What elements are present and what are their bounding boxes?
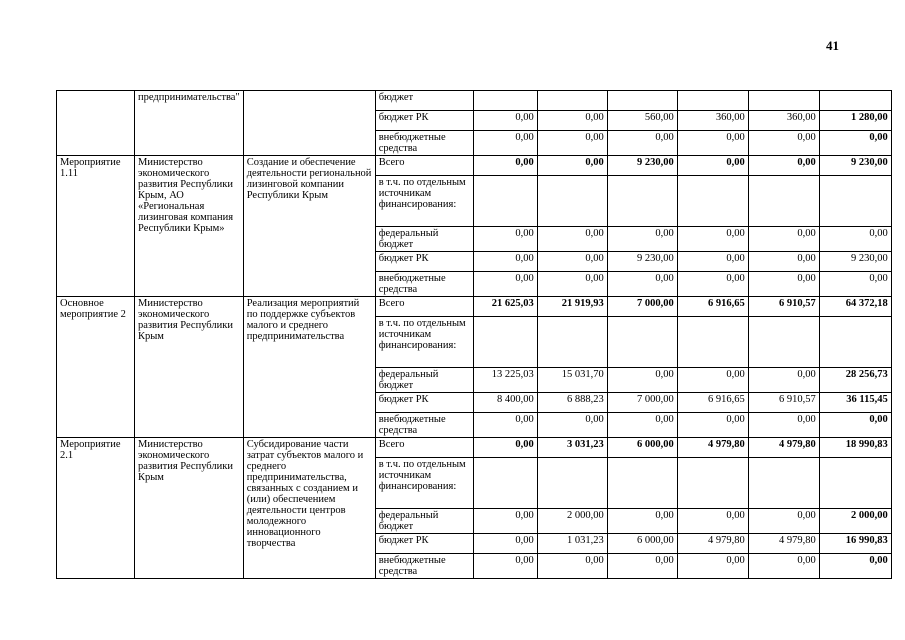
value-cell [748,176,819,227]
value-cell: 0,00 [473,413,537,438]
value-cell: 6 910,57 [748,393,819,413]
table-row [57,297,892,317]
value-cell: 0,00 [473,131,537,156]
total-value-cell: 0,00 [819,413,891,438]
financing-table [56,90,892,579]
value-cell [748,91,819,111]
value-cell [607,317,677,368]
value-cell: 0,00 [607,554,677,579]
value-cell: 0,00 [537,252,607,272]
total-value-cell: 1 280,00 [819,111,891,131]
total-value-cell: 64 372,18 [819,297,891,317]
event-name-cell: Мероприятие 1.11 [57,156,135,297]
value-cell: 0,00 [607,368,677,393]
total-value-cell: 0,00 [819,272,891,297]
total-value-cell [819,317,891,368]
total-value-cell [819,458,891,509]
value-cell [473,176,537,227]
value-cell: 0,00 [473,438,537,458]
funding-source-cell: федеральный бюджет [375,368,473,393]
value-cell: 0,00 [748,227,819,252]
funding-source-cell: бюджет РК [375,111,473,131]
funding-source-cell: бюджет РК [375,252,473,272]
value-cell [537,458,607,509]
value-cell [537,91,607,111]
value-cell: 6 916,65 [677,297,748,317]
value-cell: 0,00 [677,368,748,393]
value-cell: 560,00 [607,111,677,131]
value-cell: 6 888,23 [537,393,607,413]
table-row [57,438,892,458]
value-cell: 0,00 [607,131,677,156]
value-cell: 6 916,65 [677,393,748,413]
funding-source-cell: внебюджетные средства [375,554,473,579]
description-cell [243,91,375,156]
value-cell: 0,00 [473,252,537,272]
value-cell [537,317,607,368]
value-cell: 7 000,00 [607,297,677,317]
value-cell: 0,00 [473,272,537,297]
value-cell: 0,00 [537,272,607,297]
total-value-cell: 0,00 [819,131,891,156]
value-cell: 4 979,80 [748,438,819,458]
value-cell: 0,00 [537,131,607,156]
total-value-cell: 2 000,00 [819,509,891,534]
value-cell: 7 000,00 [607,393,677,413]
value-cell: 0,00 [748,131,819,156]
value-cell: 0,00 [677,272,748,297]
value-cell: 0,00 [537,554,607,579]
funding-source-cell: внебюджетные средства [375,272,473,297]
value-cell: 0,00 [748,413,819,438]
value-cell [473,317,537,368]
value-cell [607,176,677,227]
funding-source-cell: федеральный бюджет [375,509,473,534]
value-cell: 360,00 [748,111,819,131]
description-cell: Создание и обеспечение деятельности региональной лизинговой компании Республики Крым [243,156,375,297]
value-cell: 0,00 [677,413,748,438]
executor-cell: Министерство экономического развития Республики Крым [135,438,244,579]
value-cell: 0,00 [537,413,607,438]
value-cell [748,317,819,368]
total-value-cell: 16 990,83 [819,534,891,554]
value-cell [607,458,677,509]
value-cell: 6 910,57 [748,297,819,317]
value-cell: 0,00 [748,156,819,176]
total-value-cell: 9 230,00 [819,252,891,272]
value-cell: 4 979,80 [677,534,748,554]
value-cell [537,176,607,227]
total-value-cell: 28 256,73 [819,368,891,393]
value-cell: 0,00 [748,272,819,297]
value-cell: 0,00 [537,111,607,131]
funding-source-cell: Всего [375,438,473,458]
executor-cell: Министерство экономического развития Республики Крым, АО «Региональная лизинговая компания Республики Крым» [135,156,244,297]
value-cell: 0,00 [607,413,677,438]
value-cell [607,91,677,111]
funding-source-cell: в т.ч. по отдельным источникам финансирования: [375,458,473,509]
value-cell: 1 031,23 [537,534,607,554]
value-cell: 0,00 [748,554,819,579]
table-row [57,156,892,176]
value-cell: 0,00 [677,131,748,156]
value-cell: 0,00 [748,368,819,393]
value-cell [677,317,748,368]
value-cell: 9 230,00 [607,252,677,272]
funding-source-cell: бюджет РК [375,534,473,554]
value-cell: 2 000,00 [537,509,607,534]
funding-source-cell: внебюджетные средства [375,131,473,156]
value-cell: 13 225,03 [473,368,537,393]
page-number: 41 [826,38,839,53]
value-cell: 0,00 [537,227,607,252]
value-cell: 3 031,23 [537,438,607,458]
value-cell: 4 979,80 [748,534,819,554]
description-cell: Субсидирование части затрат субъектов малого и среднего предпринимательства, связанных с созданием и (или) обеспечением деятельности центров молодежного инновационного творчества [243,438,375,579]
value-cell: 6 000,00 [607,438,677,458]
value-cell [748,458,819,509]
value-cell [473,91,537,111]
total-value-cell: 18 990,83 [819,438,891,458]
value-cell: 0,00 [748,252,819,272]
value-cell: 0,00 [677,554,748,579]
funding-source-cell: Всего [375,297,473,317]
value-cell: 0,00 [473,509,537,534]
value-cell: 0,00 [748,509,819,534]
funding-source-cell: Всего [375,156,473,176]
funding-source-cell: федеральный бюджет [375,227,473,252]
value-cell: 0,00 [473,554,537,579]
event-name-cell [57,91,135,156]
value-cell: 0,00 [607,272,677,297]
event-name-cell: Мероприятие 2.1 [57,438,135,579]
funding-source-cell: бюджет [375,91,473,111]
event-name-cell: Основное мероприятие 2 [57,297,135,438]
total-value-cell: 36 115,45 [819,393,891,413]
value-cell: 21 919,93 [537,297,607,317]
funding-source-cell: бюджет РК [375,393,473,413]
value-cell [677,458,748,509]
value-cell: 9 230,00 [607,156,677,176]
total-value-cell [819,91,891,111]
total-value-cell [819,176,891,227]
executor-cell: предпринимательства" [135,91,244,156]
executor-cell: Министерство экономического развития Республики Крым [135,297,244,438]
value-cell: 0,00 [473,111,537,131]
value-cell: 360,00 [677,111,748,131]
value-cell: 0,00 [677,509,748,534]
total-value-cell: 0,00 [819,554,891,579]
table-row [57,91,892,111]
value-cell: 0,00 [473,534,537,554]
value-cell: 0,00 [537,156,607,176]
value-cell: 4 979,80 [677,438,748,458]
value-cell: 0,00 [473,156,537,176]
funding-source-cell: внебюджетные средства [375,413,473,438]
value-cell [677,91,748,111]
value-cell: 0,00 [607,227,677,252]
value-cell: 6 000,00 [607,534,677,554]
value-cell: 0,00 [607,509,677,534]
value-cell: 0,00 [677,227,748,252]
total-value-cell: 0,00 [819,227,891,252]
value-cell: 0,00 [677,252,748,272]
funding-source-cell: в т.ч. по отдельным источникам финансирования: [375,176,473,227]
value-cell: 8 400,00 [473,393,537,413]
funding-source-cell: в т.ч. по отдельным источникам финансирования: [375,317,473,368]
value-cell: 0,00 [677,156,748,176]
total-value-cell: 9 230,00 [819,156,891,176]
value-cell [677,176,748,227]
value-cell: 0,00 [473,227,537,252]
value-cell: 15 031,70 [537,368,607,393]
description-cell: Реализация мероприятий по поддержке субъектов малого и среднего предпринимательства [243,297,375,438]
value-cell: 21 625,03 [473,297,537,317]
value-cell [473,458,537,509]
